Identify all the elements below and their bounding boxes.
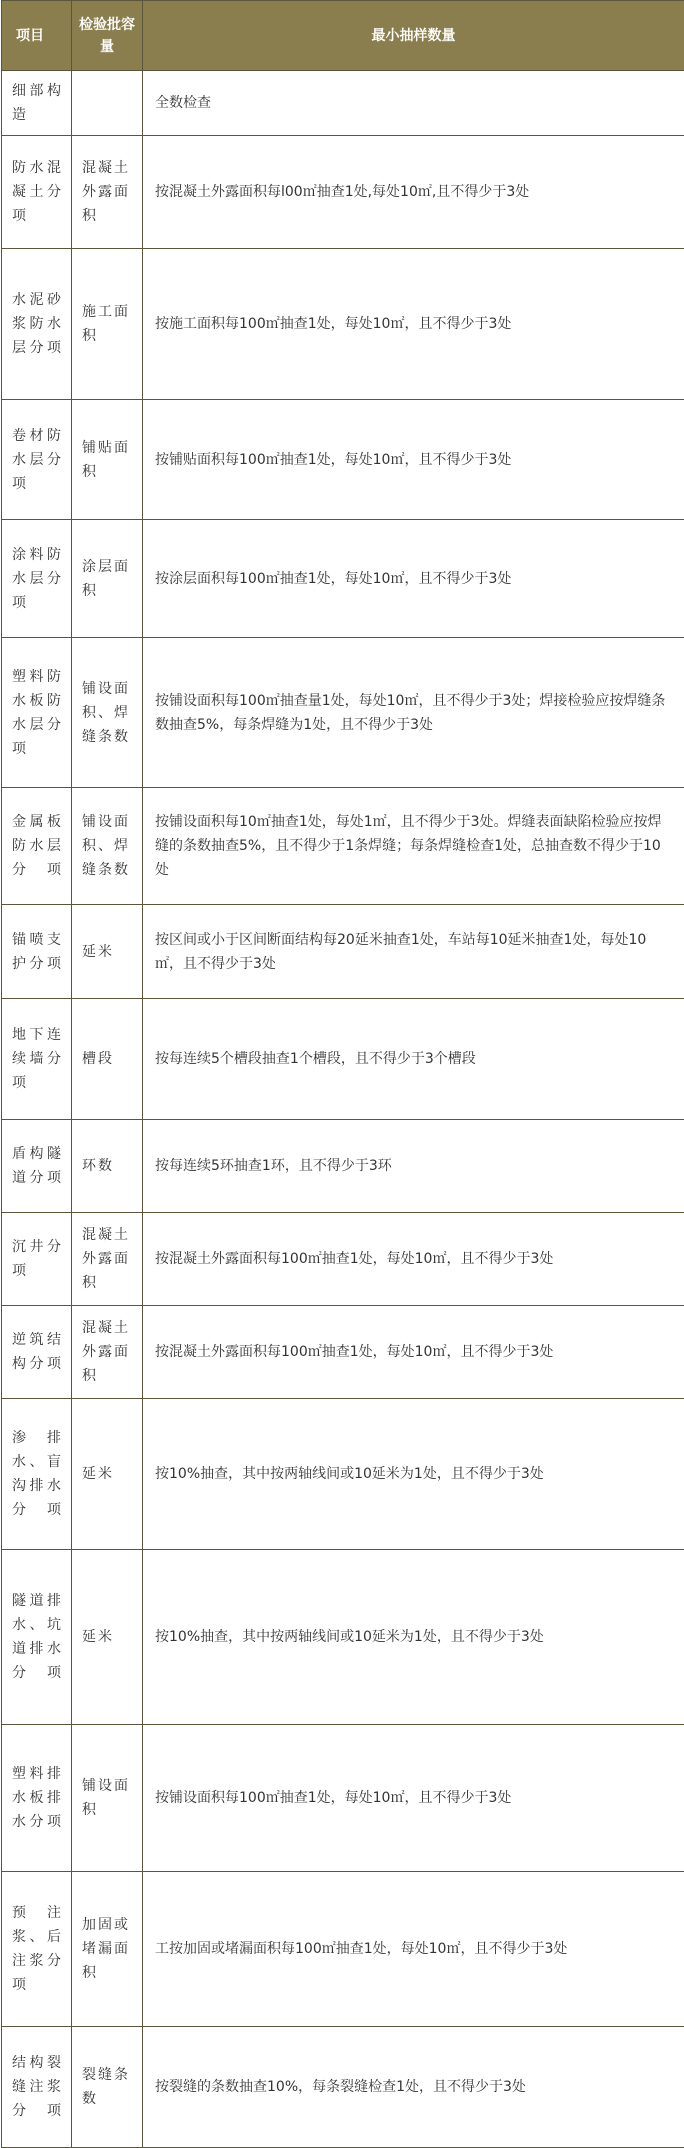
table-row [2,249,684,400]
row-rule: 按铺设面积每100㎡抽查量1处，每处10㎡，且不得少于3处；焊接检验应按焊缝条数抽查5%，每条焊缝为1处，且不得少于3处 [143,638,684,788]
row-rule: 按每连续5个槽段抽查1个槽段，且不得少于3个槽段 [143,999,684,1120]
header-capacity: 检验批容量 [72,1,143,71]
row-rule: 按10%抽查，其中按两轴线间或10延米为1处，且不得少于3处 [143,1399,684,1550]
row-rule: 按10%抽查，其中按两轴线间或10延米为1处，且不得少于3处 [143,1550,684,1725]
row-item: 防水混凝土分项 [2,136,72,249]
row-item: 结构裂缝注浆分项 [2,2027,72,2148]
table-row [2,788,684,905]
row-capacity: 混凝土外露面积 [72,1306,143,1399]
row-rule: 按铺设面积每100㎡抽查1处，每处10㎡，且不得少于3处 [143,1725,684,1872]
row-item: 预注浆、后注浆分项 [2,1872,72,2027]
header-item: 项目 [2,1,72,71]
row-capacity [72,71,143,136]
row-rule: 全数检查 [143,71,684,136]
row-item: 细部构造 [2,71,72,136]
row-item: 涂料防水层分项 [2,520,72,638]
row-capacity: 延米 [72,1399,143,1550]
row-item: 卷材防水层分项 [2,400,72,520]
table-row [2,1725,684,1872]
header-min-sample: 最小抽样数量 [143,1,684,71]
row-rule: 按区间或小于区间断面结构每20延米抽查1处，车站每10延米抽查1处，每处10㎡，且不得少于3处 [143,905,684,999]
table-row [2,999,684,1120]
row-item: 隧道排水、坑道排水分项 [2,1550,72,1725]
row-item: 锚喷支护分项 [2,905,72,999]
row-item: 塑料排水板排水分项 [2,1725,72,1872]
row-rule: 工按加固或堵漏面积每100㎡抽查1处，每处10㎡，且不得少于3处 [143,1872,684,2027]
table-row [2,1120,684,1213]
row-capacity: 延米 [72,1550,143,1725]
row-item: 塑料防水板防水层分项 [2,638,72,788]
table-row [2,400,684,520]
table-row [2,905,684,999]
row-rule: 按涂层面积每100㎡抽查1处，每处10㎡，且不得少于3处 [143,520,684,638]
row-capacity: 施工面积 [72,249,143,400]
row-item: 地下连续墙分项 [2,999,72,1120]
row-item: 金属板防水层分项 [2,788,72,905]
table-row [2,71,684,136]
row-rule: 按铺设面积每10㎡抽查1处，每处1㎡，且不得少于3处。焊缝表面缺陷检验应按焊缝的条数抽查5%，且不得少于1条焊缝；每条焊缝检查1处，总抽查数不得少于10处 [143,788,684,905]
row-capacity: 铺设面积、焊缝条数 [72,638,143,788]
table-row [2,136,684,249]
row-rule: 按每连续5环抽查1环，且不得少于3环 [143,1120,684,1213]
row-item: 渗排水、盲沟排水分项 [2,1399,72,1550]
row-rule: 按裂缝的条数抽查10%，每条裂缝检查1处，且不得少于3处 [143,2027,684,2148]
row-rule: 按铺贴面积每100㎡抽查1处，每处10㎡，且不得少于3处 [143,400,684,520]
row-capacity: 延米 [72,905,143,999]
row-capacity: 铺设面积、焊缝条数 [72,788,143,905]
row-rule: 按施工面积每100㎡抽查1处，每处10㎡，且不得少于3处 [143,249,684,400]
row-item: 盾构隧道分项 [2,1120,72,1213]
row-capacity: 加固或堵漏面积 [72,1872,143,2027]
row-item: 逆筑结构分项 [2,1306,72,1399]
table-header-row [2,1,684,71]
table-row [2,638,684,788]
row-capacity: 裂缝条数 [72,2027,143,2148]
row-rule: 按混凝土外露面积每100㎡抽查1处，每处10㎡，且不得少于3处 [143,1306,684,1399]
row-capacity: 混凝土外露面积 [72,1213,143,1306]
row-capacity: 涂层面积 [72,520,143,638]
row-item: 沉井分项 [2,1213,72,1306]
table-row [2,2027,684,2148]
row-rule: 按混凝土外露面积每l00㎡抽查1处,每处10㎡,且不得少于3处 [143,136,684,249]
table-row [2,1872,684,2027]
row-capacity: 混凝土外露面积 [72,136,143,249]
table-row [2,520,684,638]
row-item: 水泥砂浆防水层分项 [2,249,72,400]
row-capacity: 槽段 [72,999,143,1120]
table-row [2,1399,684,1550]
table-row [2,1213,684,1306]
table-row [2,1550,684,1725]
row-rule: 按混凝土外露面积每100㎡抽查1处，每处10㎡，且不得少于3处 [143,1213,684,1306]
sampling-table [1,0,684,2148]
row-capacity: 铺设面积 [72,1725,143,1872]
table-row [2,1306,684,1399]
row-capacity: 铺贴面积 [72,400,143,520]
row-capacity: 环数 [72,1120,143,1213]
